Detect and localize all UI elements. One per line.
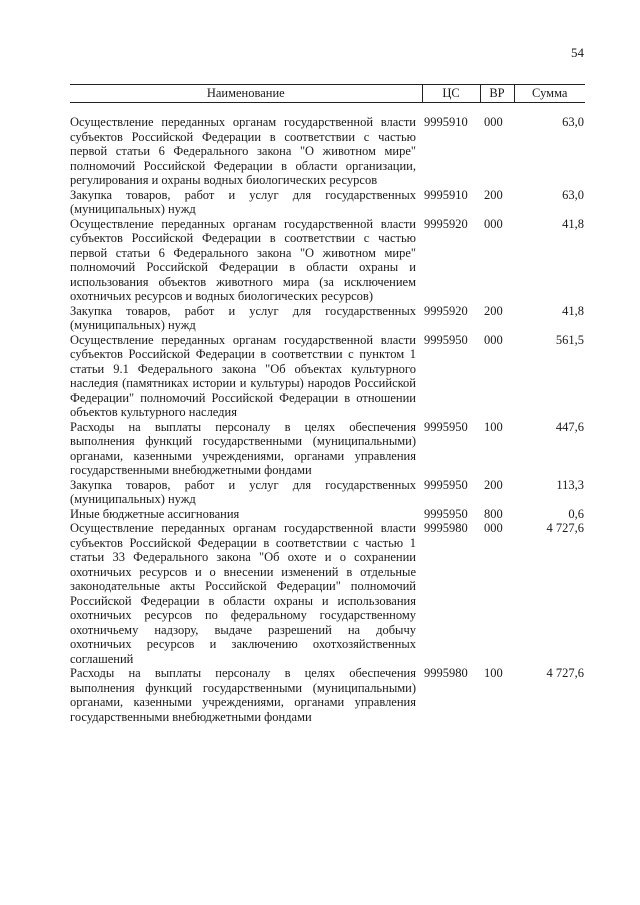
row-name: Осуществление переданных органам государственной власти субъектов Российской Федерации в соответствии с частью первой статьи 6 Федерального закона "О животном мире" полномочий Российской Федерации в области охраны и использования объектов животного мира (за исключением охотничьих ресурсов и водных биологических ресурсов) — [70, 216, 416, 303]
row-sum: 41,8 — [562, 303, 584, 318]
table-row — [70, 420, 585, 478]
page-number: 54 — [571, 45, 584, 60]
table-row — [70, 507, 585, 522]
row-vr: 100 — [484, 419, 503, 434]
table-row — [70, 188, 585, 217]
header-spacer — [70, 103, 585, 116]
row-sum: 4 727,6 — [546, 666, 584, 680]
table-row — [70, 333, 585, 420]
row-sum: 113,3 — [556, 477, 584, 492]
row-name: Осуществление переданных органам государственной власти субъектов Российской Федерации в соответствии с пунктом 1 статьи 9.1 Федерального закона "Об объектах культурного наследия (памятниках истории и культуры) народов Российской Федерации" полномочий Российской Федерации в отношении объектов культурного наследия — [70, 332, 416, 419]
row-vr: 000 — [484, 521, 503, 535]
row-name: Осуществление переданных органам государственной власти субъектов Российской Федерации в соответствии с частью первой статьи 6 Федерального закона "О животном мире" полномочий Российской Федерации в области организации, регулирования и охраны водных биологических ресурсов — [70, 115, 416, 187]
row-vr: 200 — [484, 187, 503, 202]
row-vr: 200 — [484, 477, 503, 492]
row-cs: 9995980 — [424, 666, 468, 680]
row-name: Осуществление переданных органам государственной власти субъектов Российской Федерации в соответствии с частью 1 статьи 33 Федерального закона "Об охоте и о сохранении охотничьих ресурсов и о внесении изменений в отдельные законодательные акты Российской Федерации" полномочий Российской Федерации в области охраны и использования охотничьих ресурсов по федеральному государственному охотничьему надзору, выдаче разрешений на добычу охотничьих ресурсов и заключению охотхозяйственных соглашений — [70, 521, 416, 666]
row-name: Расходы на выплаты персоналу в целях обеспечения выполнения функций государственными (муниципальными) органами, казенными учреждениями, органами управления государственными внебюджетными фондами — [70, 666, 416, 724]
table-row — [70, 217, 585, 304]
row-name: Закупка товаров, работ и услуг для государственных (муниципальных) нужд — [70, 187, 416, 216]
row-name: Закупка товаров, работ и услуг для государственных (муниципальных) нужд — [70, 477, 416, 506]
header-cs: ЦС — [422, 85, 480, 103]
row-sum: 447,6 — [555, 419, 584, 434]
row-cs: 9995910 — [424, 115, 468, 129]
row-cs: 9995950 — [424, 332, 468, 347]
row-vr: 000 — [484, 332, 503, 347]
row-cs: 9995950 — [424, 506, 468, 521]
row-cs: 9995910 — [424, 187, 468, 202]
row-cs: 9995920 — [424, 216, 468, 231]
row-sum: 4 727,6 — [546, 521, 584, 535]
row-cs: 9995950 — [424, 419, 468, 434]
row-vr: 000 — [484, 115, 503, 129]
table-row — [70, 115, 585, 188]
row-vr: 000 — [484, 216, 503, 231]
row-name: Расходы на выплаты персоналу в целях обеспечения выполнения функций государственными (муниципальными) органами, казенными учреждениями, органами управления государственными внебюджетными фондами — [70, 419, 416, 477]
table-row — [70, 666, 585, 724]
row-name: Иные бюджетные ассигнования — [70, 506, 240, 521]
row-sum: 63,0 — [562, 115, 584, 129]
table-header-row — [70, 85, 585, 103]
row-cs: 9995980 — [424, 521, 468, 535]
row-sum: 63,0 — [562, 187, 584, 202]
table-row — [70, 521, 585, 666]
header-sum: Сумма — [514, 85, 585, 103]
row-sum: 561,5 — [555, 332, 584, 347]
row-vr: 200 — [484, 303, 503, 318]
table-row — [70, 478, 585, 507]
header-name: Наименование — [70, 85, 422, 103]
row-vr: 100 — [484, 666, 503, 680]
budget-table — [70, 84, 585, 724]
row-cs: 9995950 — [424, 477, 468, 492]
row-cs: 9995920 — [424, 303, 468, 318]
row-vr: 800 — [484, 506, 503, 521]
row-sum: 0,6 — [568, 506, 584, 521]
row-name: Закупка товаров, работ и услуг для государственных (муниципальных) нужд — [70, 303, 416, 332]
table-row — [70, 304, 585, 333]
header-vr: ВР — [480, 85, 514, 103]
row-sum: 41,8 — [562, 216, 584, 231]
